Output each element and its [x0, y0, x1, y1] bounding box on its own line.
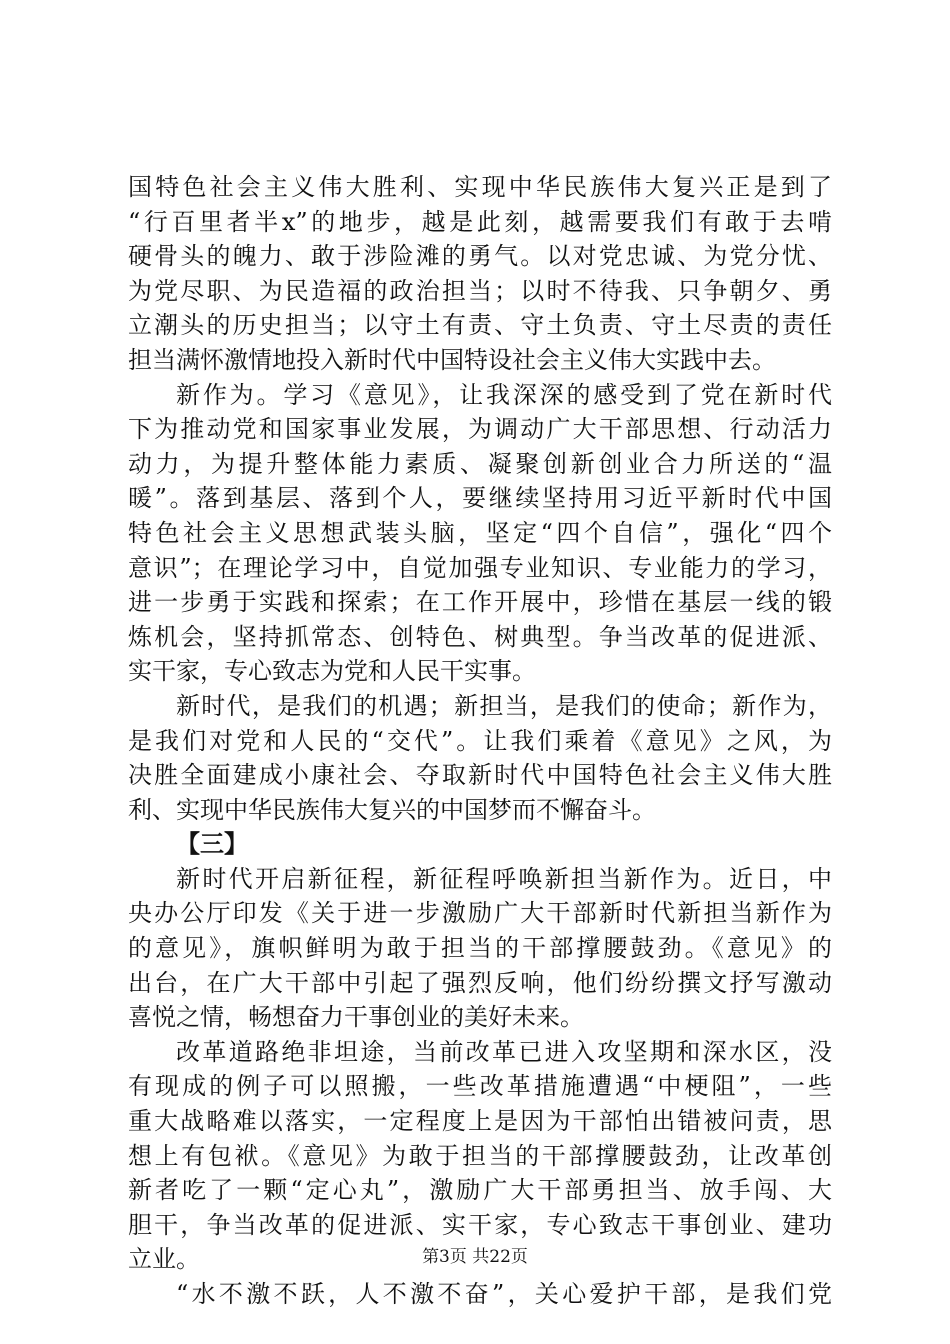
text-line: 重大战略难以落实，一定程度上是因为干部怕出错被问责，思 [128, 1107, 832, 1136]
section-heading: 【三】 [176, 829, 248, 859]
text-line: 有现成的例子可以照搬，一些改革措施遭遇“中梗阻”，一些 [128, 1072, 832, 1101]
text-line: 硬骨头的魄力、敢于涉险滩的勇气。以对党忠诚、为党分忧、 [128, 242, 832, 271]
text-line: “行百里者半x”的地步，越是此刻，越需要我们有敢于去啃 [128, 207, 832, 236]
text-line: 立潮头的历史担当；以守土有责、守土负责、守土尽责的责任 [128, 311, 832, 340]
page-footer: 第3页 共22页 [422, 1247, 528, 1267]
text-line: 决胜全面建成小康社会、夺取新时代中国特色社会主义伟大胜 [128, 761, 832, 790]
text-line: 胆干，争当改革的促进派、实干家，专心致志干事创业、建功 [128, 1210, 832, 1239]
document-body [128, 170, 832, 1312]
text-line: 的意见》，旗帜鲜明为敢于担当的干部撑腰鼓劲。《意见》的 [128, 934, 832, 963]
text-line: 动力，为提升整体能力素质、凝聚创新创业合力所送的“温 [128, 449, 832, 478]
text-line: 出台，在广大干部中引起了强烈反响，他们纷纷撰文抒写激动 [128, 968, 832, 997]
text-line: 实干家，专心致志为党和人民干实事。 [128, 657, 536, 686]
text-line: 立业。 [128, 1245, 200, 1274]
text-line: 进一步勇于实践和探索；在工作开展中，珍惜在基层一线的锻 [128, 588, 832, 617]
text-line: 央办公厅印发《关于进一步激励广大干部新时代新担当新作为 [128, 899, 832, 928]
text-line: 国特色社会主义伟大胜利、实现中华民族伟大复兴正是到了 [128, 173, 832, 201]
text-line: 暖”。落到基层、落到个人，要继续坚持用习近平新时代中国 [128, 484, 832, 513]
text-line: 担当满怀激情地投入新时代中国特设社会主义伟大实践中去。 [128, 345, 776, 374]
text-line: 利、实现中华民族伟大复兴的中国梦而不懈奋斗。 [128, 795, 656, 824]
text-line: “水不激不跃，人不激不奋”，关心爱护干部，是我们党 [176, 1280, 832, 1308]
text-line: 为党尽职、为民造福的政治担当；以时不待我、只争朝夕、勇 [128, 276, 832, 305]
text-line: 新时代开启新征程，新征程呼唤新担当新作为。近日，中 [176, 864, 832, 893]
text-line: 下为推动党和国家事业发展，为调动广大干部思想、行动活力 [128, 415, 832, 444]
text-line: 意识”；在理论学习中，自觉加强专业知识、专业能力的学习， [128, 553, 832, 582]
text-line: 炼机会，坚持抓常态、创特色、树典型。争当改革的促进派、 [128, 622, 832, 651]
text-line: 改革道路绝非坦途，当前改革已进入攻坚期和深水区，没 [176, 1037, 832, 1066]
text-line: 新时代，是我们的机遇；新担当，是我们的使命；新作为， [176, 691, 832, 720]
text-line: 特色社会主义思想武装头脑，坚定“四个自信”，强化“四个 [128, 518, 832, 547]
text-line: 想上有包袱。《意见》为敢于担当的干部撑腰鼓劲，让改革创 [128, 1141, 832, 1170]
text-line: 新作为。学习《意见》，让我深深的感受到了党在新时代 [176, 380, 832, 409]
text-line: 喜悦之情，畅想奋力干事创业的美好未来。 [128, 1003, 584, 1032]
text-line: 新者吃了一颗“定心丸”，激励广大干部勇担当、放手闯、大 [128, 1176, 832, 1205]
text-line: 是我们对党和人民的“交代”。让我们乘着《意见》之风，为 [128, 726, 832, 755]
